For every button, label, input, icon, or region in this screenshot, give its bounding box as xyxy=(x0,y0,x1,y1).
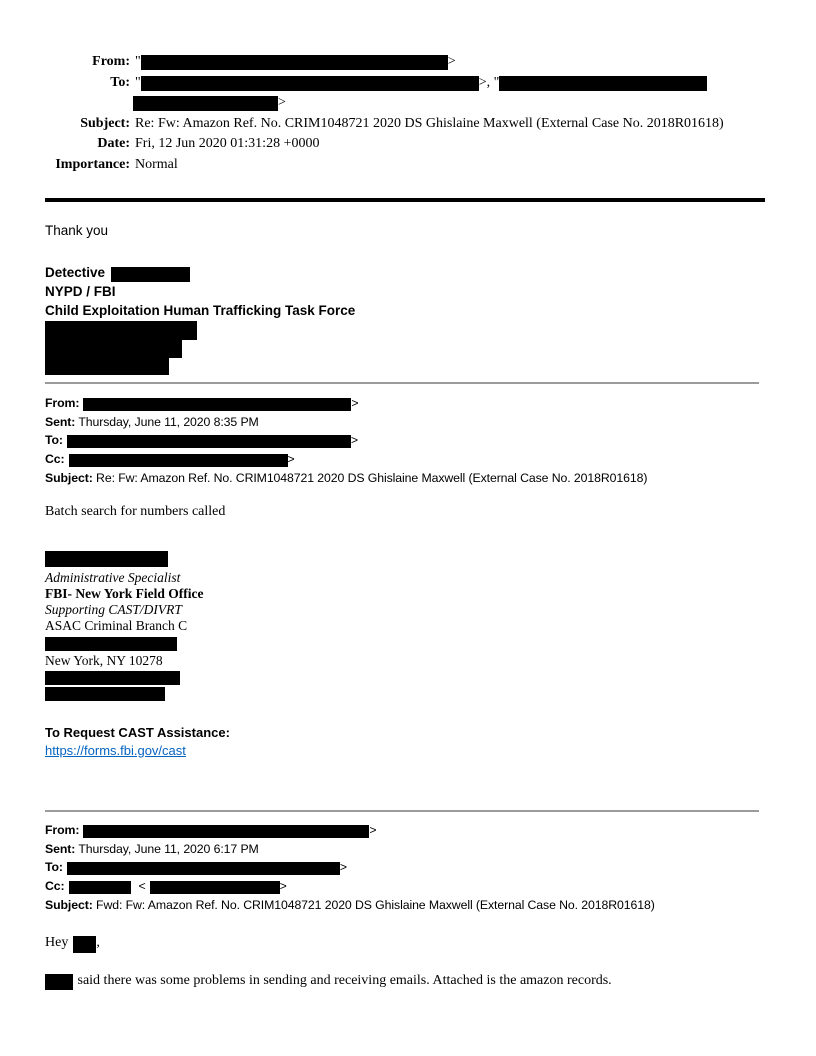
punctuation: " xyxy=(135,54,141,69)
redaction-to-address xyxy=(67,435,351,448)
punctuation: > xyxy=(350,433,358,448)
header3-cc-row xyxy=(45,877,771,896)
message2-signature xyxy=(45,551,771,701)
punctuation: < xyxy=(138,879,146,894)
punctuation: > xyxy=(447,54,456,69)
sent-value: Thursday, June 11, 2020 8:35 PM xyxy=(78,414,259,429)
email-header-top xyxy=(45,52,771,175)
punctuation: " xyxy=(493,74,500,90)
signature-branch: ASAC Criminal Branch C xyxy=(45,618,188,634)
punctuation: > xyxy=(279,879,287,894)
redaction-phone-1 xyxy=(45,671,180,685)
cc-label: Cc: xyxy=(45,879,65,894)
subject-value: Re: Fw: Amazon Ref. No. CRIM1048721 2020 DS Ghislaine Maxwell (External Case No. 2018R01618) xyxy=(96,470,648,485)
redaction-cc-address xyxy=(150,881,280,894)
redaction-to-address-1 xyxy=(141,76,479,91)
message1-body: Thank you xyxy=(45,223,109,238)
greeting-text: Hey xyxy=(45,934,69,950)
redaction-from-address xyxy=(141,55,448,70)
message1-signature xyxy=(45,263,771,320)
redaction-contact-1 xyxy=(45,321,197,340)
detective-text: Detective xyxy=(45,265,106,280)
redaction-contact-3 xyxy=(45,358,169,375)
cast-request-link[interactable]: https://forms.fbi.gov/cast xyxy=(45,743,186,758)
cast-link-line xyxy=(45,741,771,761)
header2-cc-row xyxy=(45,450,771,469)
subject-value: Fwd: Fw: Amazon Ref. No. CRIM1048721 2020 DS Ghislaine Maxwell (External Case No. 2018R01618) xyxy=(96,897,655,912)
redaction-from-address xyxy=(83,825,369,838)
message3-greeting xyxy=(45,934,771,952)
to-label: To: xyxy=(110,74,130,90)
signature-supporting: Supporting CAST/DIVRT xyxy=(45,602,182,618)
cast-assistance-block xyxy=(45,724,771,761)
signature-city: New York, NY 10278 xyxy=(45,652,163,668)
header2-to-row xyxy=(45,431,771,450)
punctuation: > xyxy=(339,860,347,875)
redaction-contact-2 xyxy=(45,340,182,358)
message3-body xyxy=(45,972,771,990)
redaction-street-address xyxy=(45,637,177,651)
sent-value: Thursday, June 11, 2020 6:17 PM xyxy=(78,841,259,856)
header3-from-row xyxy=(45,821,771,840)
punctuation: , xyxy=(486,74,494,90)
redaction-signer-name xyxy=(45,551,168,567)
importance-value: Normal xyxy=(135,156,178,172)
from-label: From: xyxy=(45,823,80,837)
date-label: Date: xyxy=(97,136,130,151)
punctuation: > xyxy=(369,823,377,837)
header3-sent-row xyxy=(45,840,771,859)
importance-label: Importance: xyxy=(55,156,130,172)
redaction-to-address-2 xyxy=(499,76,707,91)
from-value xyxy=(135,52,735,73)
email-header-2 xyxy=(45,394,771,488)
redaction-to-address-2-cont xyxy=(133,96,278,111)
punctuation: " xyxy=(135,74,141,90)
cc-label: Cc: xyxy=(45,452,65,467)
header3-to-row xyxy=(45,858,771,877)
header2-subject-row xyxy=(45,469,771,488)
punctuation: , xyxy=(96,934,100,950)
subject-value: Re: Fw: Amazon Ref. No. CRIM1048721 2020 DS Ghislaine Maxwell (External Case No. 2018R01618) xyxy=(135,115,724,131)
punctuation: > xyxy=(278,95,286,110)
body-text: said there was some problems in sending and receiving emails. Attached is the amazon records. xyxy=(74,972,612,988)
redaction-cc-address xyxy=(69,454,288,467)
redaction-greeting-name xyxy=(73,936,96,953)
redaction-to-address xyxy=(67,862,340,875)
redaction-cc-name xyxy=(69,881,131,894)
date-value: Fri, 12 Jun 2020 01:31:28 +0000 xyxy=(135,136,320,151)
sent-label: Sent: xyxy=(45,414,76,429)
punctuation: > xyxy=(351,396,359,410)
from-label: From: xyxy=(45,396,80,410)
header3-subject-row xyxy=(45,896,771,915)
signature-title: Administrative Specialist xyxy=(45,569,181,585)
signature-office: FBI- New York Field Office xyxy=(45,585,204,601)
header-divider-rule xyxy=(45,198,765,202)
header2-sent-row xyxy=(45,413,771,432)
subject-label: Subject: xyxy=(45,470,93,485)
header2-from-row xyxy=(45,394,771,413)
email-header-3 xyxy=(45,821,771,915)
sent-label: Sent: xyxy=(45,841,76,856)
from-label: From: xyxy=(92,54,130,69)
quoted-message-divider-2 xyxy=(45,810,759,812)
signature-line-detective xyxy=(45,263,771,282)
redaction-detective-name xyxy=(111,267,190,282)
subject-label: Subject: xyxy=(80,115,130,131)
redaction-sender-name xyxy=(45,974,73,990)
cast-heading: To Request CAST Assistance: xyxy=(45,725,230,740)
to-label: To: xyxy=(45,433,63,448)
message2-body: Batch search for numbers called xyxy=(45,503,226,519)
subject-label: Subject: xyxy=(45,897,93,912)
signature-line-taskforce: Child Exploitation Human Trafficking Task Force xyxy=(45,303,356,318)
redaction-from-address xyxy=(83,398,351,411)
punctuation: > xyxy=(478,74,487,90)
signature-line-agency: NYPD / FBI xyxy=(45,284,116,299)
redaction-contact-block xyxy=(45,321,771,375)
punctuation: > xyxy=(287,452,295,467)
redaction-phone-2 xyxy=(45,687,165,701)
quoted-message-divider-1 xyxy=(45,382,759,384)
to-value xyxy=(135,73,735,114)
to-label: To: xyxy=(45,860,63,875)
